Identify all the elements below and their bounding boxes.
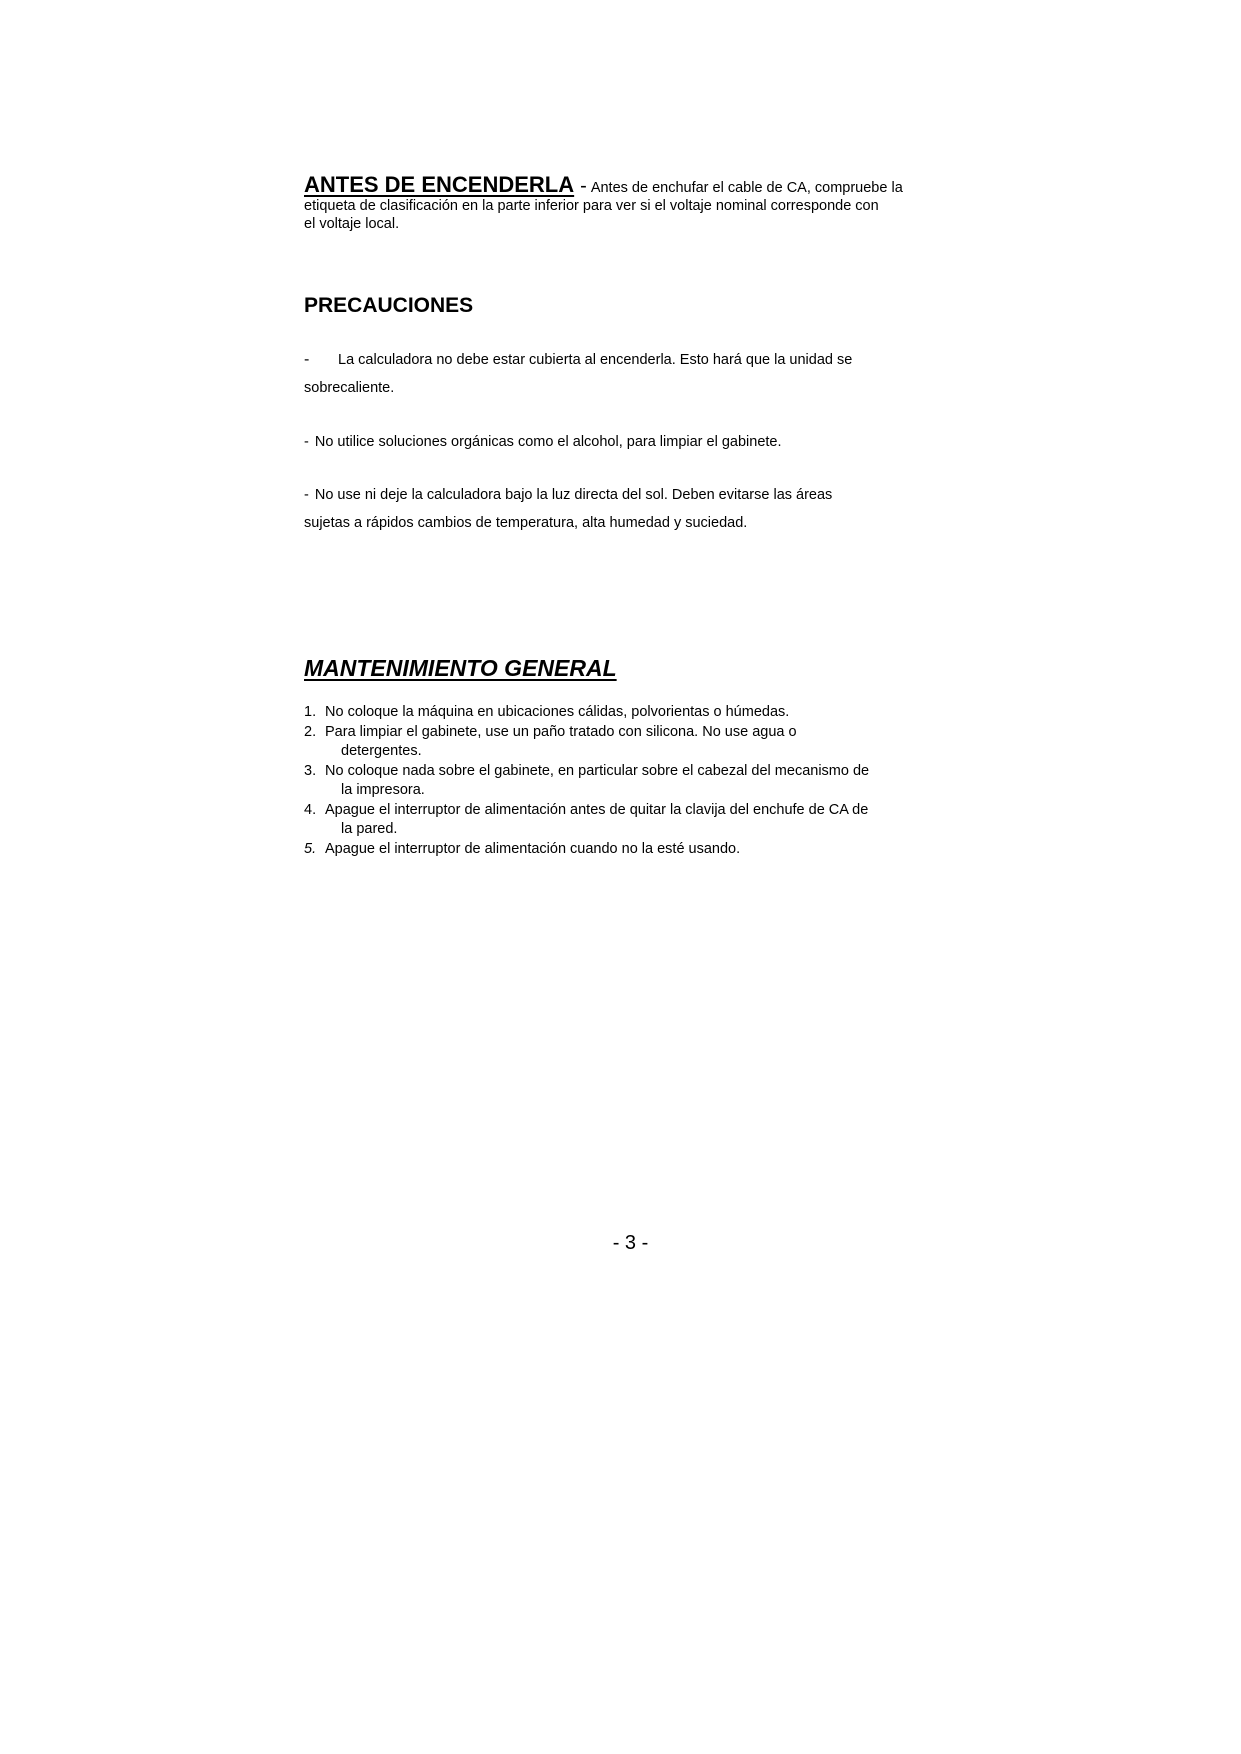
list-item-number: 1. [304, 704, 317, 720]
list-item [304, 723, 914, 762]
precaution-item-1 [304, 346, 914, 402]
list-item-text: No coloque nada sobre el gabinete, en particular sobre el cabezal del mecanismo de [325, 762, 870, 779]
mantenimiento-list [304, 703, 914, 859]
list-item-continuation: detergentes. [341, 743, 422, 759]
precaution-line: sobrecaliente. [304, 380, 395, 396]
page-number: - 3 - [612, 1232, 649, 1254]
list-item-text: Para limpiar el gabinete, use un paño tratado con silicona. No use agua o [325, 723, 797, 740]
list-item [304, 840, 914, 860]
list-item [304, 801, 914, 840]
precaution-item-2 [304, 428, 914, 456]
precaution-bullet: - [304, 351, 310, 368]
list-item-continuation: la impresora. [341, 782, 425, 798]
precaution-line: No use ni deje la calculadora bajo la luz directa del sol. Deben evitarse las áreas [314, 487, 833, 503]
intro-heading: ANTES DE ENCENDERLA [304, 172, 575, 197]
intro-separator: - [580, 175, 587, 197]
precaution-line: La calculadora no debe estar cubierta al encenderla. Esto hará que la unidad se [338, 352, 853, 368]
precaution-line: sujetas a rápidos cambios de temperatura, alta humedad y suciedad. [304, 515, 748, 531]
list-item-number: 3. [304, 762, 317, 779]
list-item-number: 4. [304, 801, 317, 818]
list-item-number: 5. [304, 840, 317, 857]
list-item-text: Apague el interruptor de alimentación cuando no la esté usando. [325, 840, 741, 857]
precaution-bullet: - [304, 434, 309, 450]
intro-first-line [304, 172, 914, 197]
intro-line-3: el voltaje local. [304, 216, 400, 232]
precaution-item-3 [304, 481, 914, 537]
list-item-text: Apague el interruptor de alimentación antes de quitar la clavija del enchufe de CA de [325, 801, 869, 818]
intro-line-2: etiqueta de clasificación en la parte inferior para ver si el voltaje nominal corresponde con [304, 198, 879, 214]
list-item [304, 703, 914, 723]
list-item [304, 762, 914, 801]
precaution-bullet: - [304, 487, 309, 503]
mantenimiento-title: MANTENIMIENTO GENERAL [304, 655, 617, 681]
precaution-line: No utilice soluciones orgánicas como el alcohol, para limpiar el gabinete. [314, 434, 782, 450]
intro-section [304, 172, 914, 233]
list-item-continuation: la pared. [341, 821, 398, 837]
list-item-number: 2. [304, 723, 317, 740]
list-item-text: No coloque la máquina en ubicaciones cálidas, polvorientas o húmedas. [325, 704, 790, 720]
intro-line-1: Antes de enchufar el cable de CA, compruebe la [590, 180, 903, 196]
precauciones-title: PRECAUCIONES [304, 294, 474, 317]
